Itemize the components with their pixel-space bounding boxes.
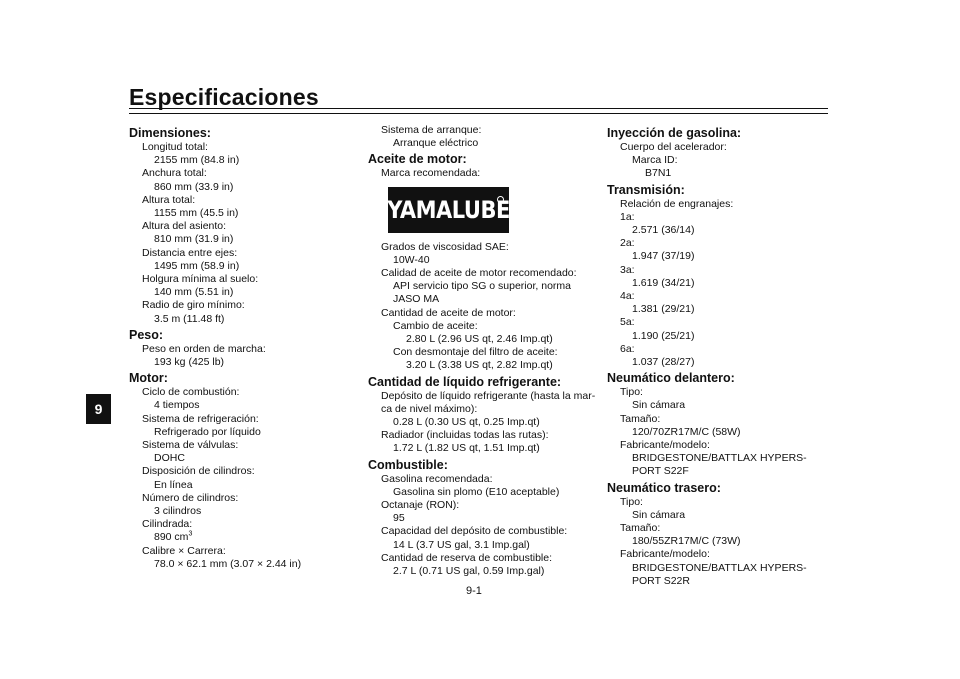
column-injection-transmission-tires: [607, 124, 839, 588]
section-heading: Peso:: [129, 327, 164, 342]
spec-label: Calidad de aceite de motor recomendado:: [381, 267, 577, 280]
spec-label: Altura total:: [142, 193, 196, 206]
section-heading: Inyección de gasolina:: [607, 126, 742, 140]
spec-label: Altura del asiento:: [142, 220, 227, 233]
spec-value: DOHC: [154, 452, 185, 465]
spec-label: Radio de giro mínimo:: [142, 299, 245, 312]
spec-label: Distancia entre ejes:: [142, 246, 238, 259]
spec-value: 1.037 (28/27): [632, 356, 695, 369]
spec-label: 4a:: [620, 290, 635, 303]
spec-label: Número de cilindros:: [142, 491, 239, 504]
spec-value: 1495 mm (58.9 in): [154, 259, 240, 272]
spec-label: Calibre × Carrera:: [142, 544, 226, 557]
spec-label: Cantidad de aceite de motor:: [381, 306, 516, 319]
spec-value: 2155 mm (84.8 in): [154, 154, 240, 167]
spec-label: Cilindrada:: [142, 518, 193, 531]
spec-label: Disposición de cilindros:: [142, 465, 255, 478]
spec-label: 1a:: [620, 210, 635, 223]
spec-value: JASO MA: [393, 293, 440, 306]
spec-label: Tipo:: [620, 386, 643, 399]
spec-label: 5a:: [620, 316, 635, 329]
spec-value: 0.28 L (0.30 US qt, 0.25 Imp.qt): [393, 416, 540, 429]
spec-value: 3.20 L (3.38 US qt, 2.82 Imp.qt): [406, 359, 553, 372]
spec-value: Refrigerado por líquido: [154, 425, 261, 438]
spec-label: Sistema de válvulas:: [142, 439, 239, 452]
spec-label: Grados de viscosidad SAE:: [381, 240, 509, 253]
spec-value: Gasolina sin plomo (E10 aceptable): [393, 485, 560, 498]
spec-value: BRIDGESTONE/BATTLAX HYPERS-: [632, 452, 807, 465]
section-heading: Neumático trasero:: [607, 480, 721, 495]
spec-value: 3 cilindros: [154, 505, 202, 518]
section-heading: Transmisión:: [607, 182, 685, 197]
spec-value: API servicio tipo SG o superior, norma: [393, 280, 571, 293]
spec-value: En línea: [154, 478, 193, 491]
spec-value: 4 tiempos: [154, 399, 200, 412]
registered-icon: [497, 196, 504, 203]
spec-value: 3.5 m (11.48 ft): [154, 312, 225, 325]
superscript: 3: [188, 530, 193, 538]
spec-label: Sistema de arranque:: [381, 124, 482, 136]
spec-value: PORT S22R: [632, 574, 690, 587]
spec-value: 95: [393, 512, 405, 525]
spec-label: Fabricante/modelo:: [620, 548, 710, 561]
spec-label: Cambio de aceite:: [393, 319, 478, 332]
spec-label: Anchura total:: [142, 167, 207, 180]
page-title: Especificaciones: [129, 84, 319, 110]
spec-value: 2.80 L (2.96 US qt, 2.46 Imp.qt): [406, 333, 553, 346]
column-dimensions-engine: [129, 124, 361, 571]
section-heading: Aceite de motor:: [368, 152, 467, 167]
spec-value: Arranque eléctrico: [393, 137, 479, 150]
spec-value: 193 kg (425 lb): [154, 356, 225, 369]
spec-value: 1.72 L (1.82 US qt, 1.51 Imp.qt): [393, 442, 540, 455]
spec-value: 2.571 (36/14): [632, 224, 695, 237]
spec-label: Octanaje (RON):: [381, 499, 460, 512]
spec-label: Longitud total:: [142, 141, 208, 153]
spec-value: 1.190 (25/21): [632, 329, 695, 342]
section-heading: Cantidad de líquido refrigerante:: [368, 374, 562, 389]
spec-label: Tamaño:: [620, 522, 661, 535]
section-heading: Combustible:: [368, 457, 448, 472]
title-rule: [129, 108, 828, 114]
displacement-value: 890 cm: [154, 531, 189, 544]
spec-value: 810 mm (31.9 in): [154, 233, 234, 246]
spec-label: Fabricante/modelo:: [620, 439, 710, 452]
spec-label: Holgura mínima al suelo:: [142, 273, 259, 286]
spec-label: 3a:: [620, 263, 635, 276]
spec-value: Sin cámara: [632, 508, 686, 521]
spec-value: [129, 531, 361, 544]
spec-label: Gasolina recomendada:: [381, 472, 493, 485]
section-heading: Neumático delantero:: [607, 371, 735, 386]
spec-label: Relación de engranajes:: [620, 197, 734, 210]
spec-value: B7N1: [645, 167, 672, 180]
spec-label: Peso en orden de marcha:: [142, 342, 266, 355]
spec-label: 2a:: [620, 237, 635, 250]
spec-value: 180/55ZR17M/C (73W): [632, 535, 741, 548]
spec-value: 2.7 L (0.71 US gal, 0.59 Imp.gal): [393, 565, 545, 578]
spec-label: ca de nivel máximo):: [381, 402, 478, 415]
spec-label: Capacidad del depósito de combustible:: [381, 525, 568, 538]
spec-value: 78.0 × 62.1 mm (3.07 × 2.44 in): [154, 557, 302, 570]
spec-value: 1.381 (29/21): [632, 303, 695, 316]
spec-value: 14 L (3.7 US gal, 3.1 Imp.gal): [393, 538, 530, 551]
spec-label: Depósito de líquido refrigerante (hasta la mar-: [381, 389, 596, 402]
spec-label: Tipo:: [620, 495, 643, 508]
column-oil-coolant-fuel: [368, 124, 600, 578]
spec-value: Sin cámara: [632, 399, 686, 412]
yamalube-logo: [388, 187, 509, 233]
spec-value: 120/70ZR17M/C (58W): [632, 425, 741, 438]
spec-label: Sistema de refrigeración:: [142, 412, 259, 425]
spec-value: PORT S22F: [632, 465, 689, 478]
spec-value: 1.619 (34/21): [632, 276, 695, 289]
spec-label: Marca ID:: [632, 154, 678, 167]
spec-value: 10W-40: [393, 253, 430, 266]
spec-value: 1.947 (37/19): [632, 250, 695, 263]
spec-value: 1155 mm (45.5 in): [154, 207, 239, 220]
spec-value: 860 mm (33.9 in): [154, 180, 234, 193]
page-number: 9-1: [466, 585, 482, 597]
spec-label: Ciclo de combustión:: [142, 386, 240, 399]
spec-label: Radiador (incluidas todas las rutas):: [381, 429, 549, 442]
spec-value: 140 mm (5.51 in): [154, 286, 234, 299]
spec-label: Cantidad de reserva de combustible:: [381, 551, 553, 564]
chapter-tab: 9: [86, 394, 111, 424]
spec-label: 6a:: [620, 342, 635, 355]
spec-label: Con desmontaje del filtro de aceite:: [393, 346, 558, 359]
section-heading: Motor:: [129, 371, 168, 386]
spec-value: BRIDGESTONE/BATTLAX HYPERS-: [632, 561, 807, 574]
spec-label: Marca recomendada:: [381, 167, 481, 180]
logo-text: YAMALUBE: [387, 195, 510, 224]
section-heading: Dimensiones:: [129, 126, 211, 140]
spec-label: Tamaño:: [620, 412, 661, 425]
spec-label: Cuerpo del acelerador:: [620, 141, 727, 153]
